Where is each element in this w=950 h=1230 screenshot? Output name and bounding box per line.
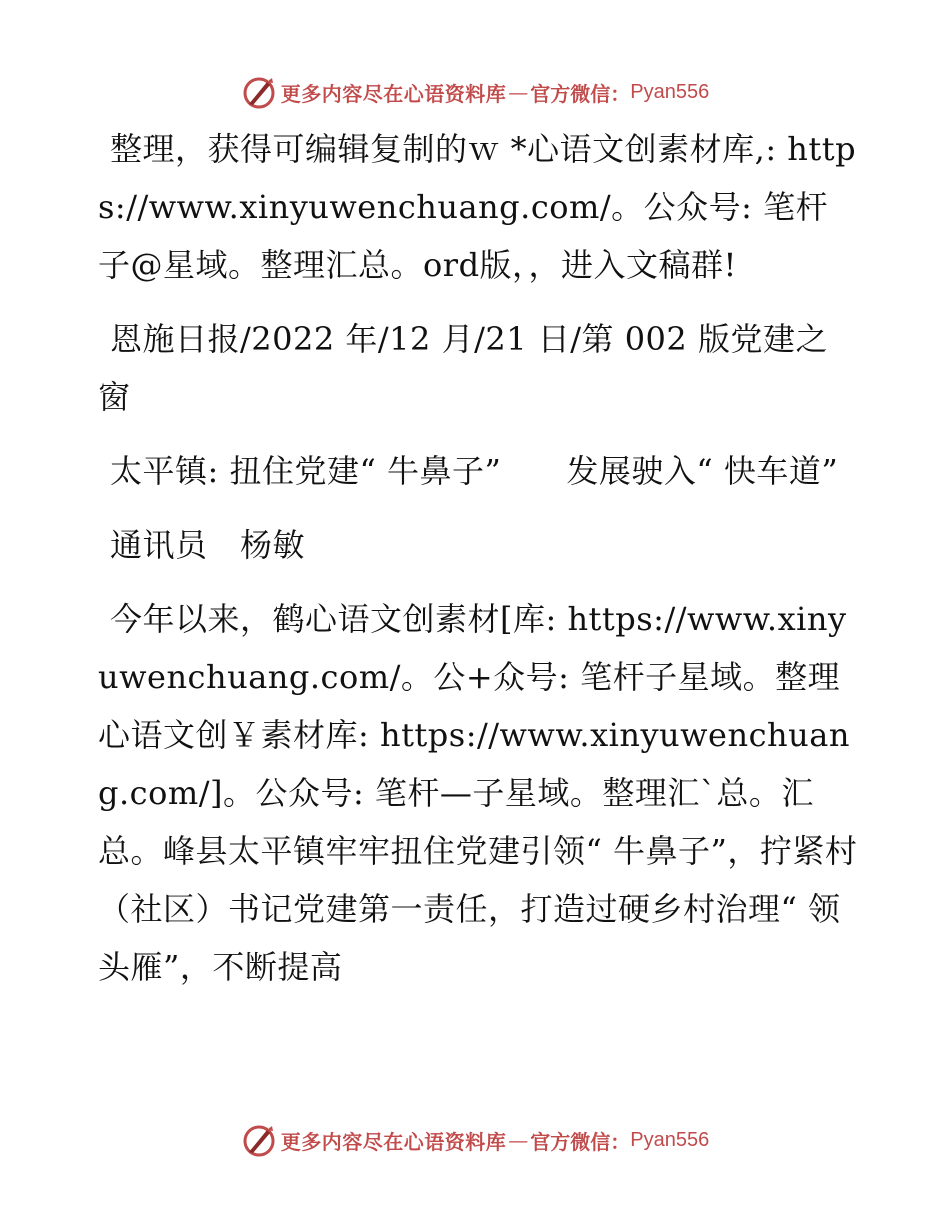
paragraph-headline: [98, 442, 858, 500]
banner-wechat-id: Pyan556: [630, 80, 710, 103]
paragraph-text: 恩施日报/2022 年/12 月/21 日/第 002 版党建之窗: [98, 320, 828, 416]
paragraph-text: 整理，获得可编辑复制的ｗ *心语文创素材库,: https://www.xinyuwenchuang.com/。公众号: 笔杆子@星域。整理汇总。ord版，，进入文稿群!: [98, 130, 857, 284]
paragraph-body: [98, 590, 858, 996]
paragraph-source: [98, 310, 858, 426]
paragraph-text: 通讯员 杨敏: [110, 526, 306, 564]
banner-wechat-label: 官方微信：: [530, 1129, 631, 1154]
footer-watermark-banner: [0, 1118, 950, 1162]
paragraph-byline: [98, 516, 858, 574]
banner-wechat-id: Pyan556: [630, 1128, 710, 1151]
banner-slogan: 更多内容尽在心语资料库: [280, 81, 507, 106]
paragraph-text: 今年以来，鹤心语文创素材[库: https://www.xinyuwenchuang.com/。公+众号: 笔杆子星域。整理心语文创￥素材库: https://www.xinyuwenchuang.com/]。公众号: 笔杆—子星域。整理汇`总。汇总。峰县太平镇牢牢扭住党建引领“ 牛鼻子”，拧紧村（社区）书记党建第一责任，打造过硬乡村治理“ 领头雁”，不断提高: [98, 600, 858, 986]
paragraph-intro: [98, 120, 858, 294]
header-watermark-banner: [0, 70, 950, 114]
banner-slogan: 更多内容尽在心语资料库: [280, 1129, 507, 1154]
quill-pen-logo-icon: [241, 74, 277, 110]
paragraph-text: 太平镇: 扭住党建“ 牛鼻子” 发展驶入“ 快车道”: [110, 452, 839, 490]
banner-dash: —: [508, 80, 529, 104]
banner-wechat-label: 官方微信：: [530, 81, 631, 106]
banner-dash: —: [508, 1128, 529, 1152]
document-body: [98, 120, 858, 1012]
quill-pen-logo-icon: [241, 1122, 277, 1158]
